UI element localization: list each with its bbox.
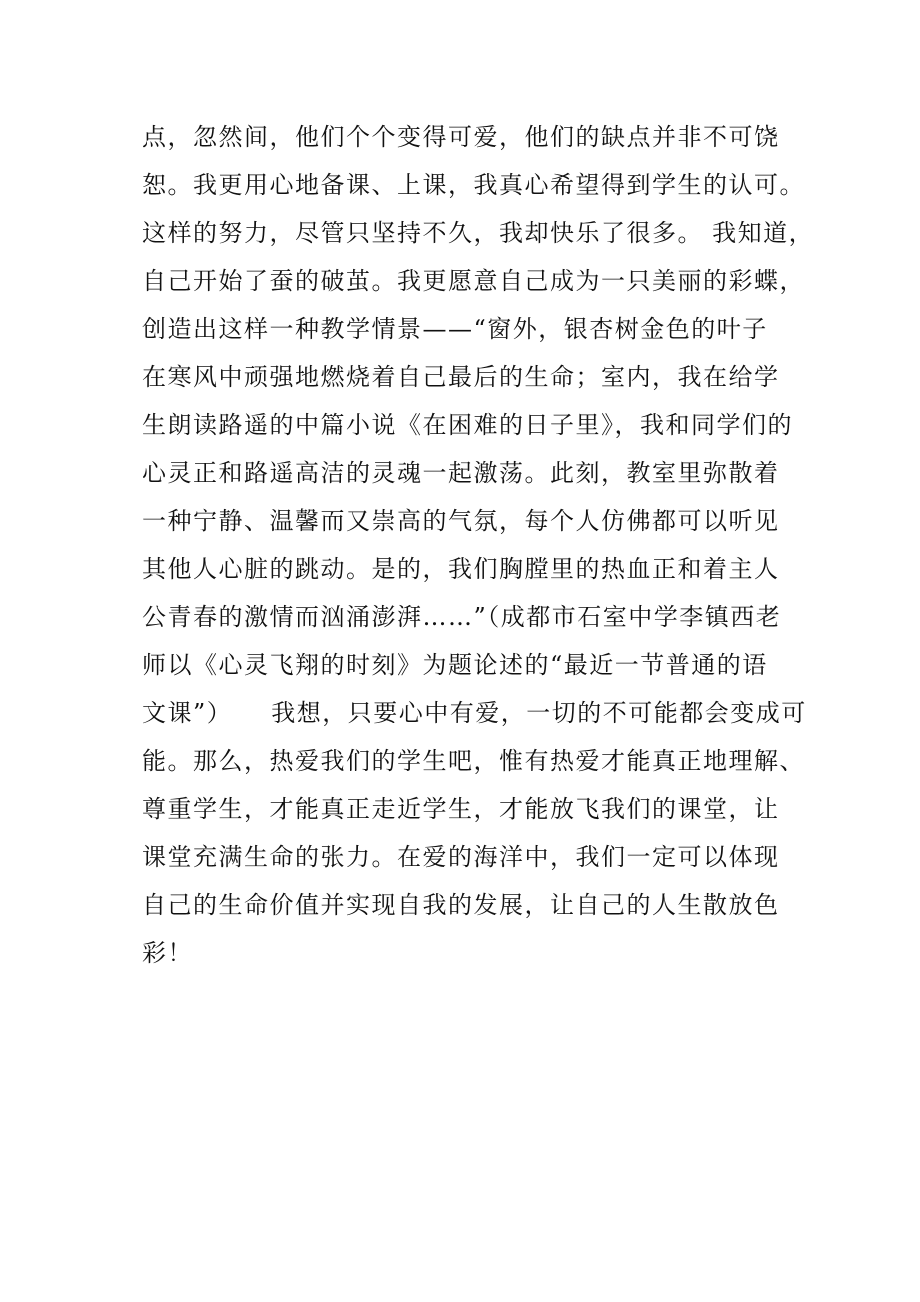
text-line: 生朗读路遥的中篇小说《在困难的日子里》，我和同学们的 (142, 411, 793, 439)
text-line: 一种宁静、温馨而又崇高的气氛，每个人仿佛都可以听见 (142, 507, 780, 535)
text-line: 文课”） 我想，只要心中有爱，一切的不可能都会变成可 (142, 699, 807, 727)
body-text (142, 113, 815, 977)
text-line: 自己的生命价值并实现自我的发展，让自己的人生散放色 (142, 891, 780, 919)
text-line: 公青春的激情而汹涌澎湃……”（成都市石室中学李镇西老 (142, 603, 782, 631)
text-line: 这样的努力，尽管只坚持不久，我却快乐了很多。 我知道， (142, 219, 815, 247)
text-line: 心灵正和路遥高洁的灵魂一起激荡。此刻，教室里弥散着 (142, 459, 780, 487)
text-line: 尊重学生，才能真正走近学生，才能放飞我们的课堂，让 (142, 795, 780, 823)
text-line: 恕。我更用心地备课、上课，我真心希望得到学生的认可。 (142, 171, 805, 199)
text-line: 彩！ (142, 939, 193, 967)
text-line: 师以《心灵飞翔的时刻》为题论述的“最近一节普通的语 (142, 651, 768, 679)
text-line: 自己开始了蚕的破茧。我更愿意自己成为一只美丽的彩蝶， (142, 267, 805, 295)
text-line: 其他人心脏的跳动。是的，我们胸膛里的热血正和着主人 (142, 555, 780, 583)
text-line: 课堂充满生命的张力。在爱的海洋中，我们一定可以体现 (142, 843, 780, 871)
text-line: 在寒风中顽强地燃烧着自己最后的生命；室内，我在给学 (142, 363, 780, 391)
text-line: 点，忽然间，他们个个变得可爱，他们的缺点并非不可饶 (142, 123, 780, 151)
text-line: 创造出这样一种教学情景——“窗外，银杏树金色的叶子 (142, 315, 768, 343)
text-line: 能。那么，热爱我们的学生吧，惟有热爱才能真正地理解、 (142, 747, 805, 775)
